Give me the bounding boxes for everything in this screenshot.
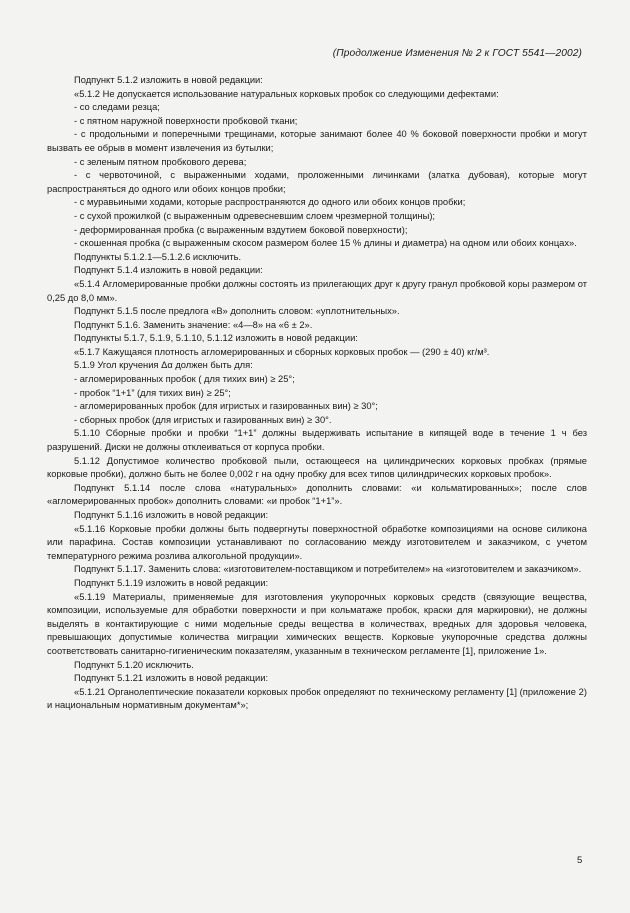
paragraph: Подпункты 5.1.2.1—5.1.2.6 исключить. [74,251,242,262]
paragraph: - пробок “1+1” (для тихих вин) ≥ 25°; [74,387,231,398]
paragraph: Подпункт 5.1.6. Заменить значение: «4—8» на «6 ± 2». [74,319,313,330]
paragraph: - агломерированных пробок ( для тихих вин) ≥ 25°; [74,374,295,385]
paragraph: Подпункты 5.1.7, 5.1.9, 5.1.10, 5.1.12 изложить в новой редакции: [74,333,358,344]
paragraph: Подпункт 5.1.19 изложить в новой редакции: [74,577,269,588]
paragraph: - с сухой прожилкой (с выраженным одревесневшим слоем чрезмерной толщины); [74,210,436,221]
paragraph: 5.1.10 Сборные пробки и пробки “1+1” должны выдерживать испытание в кипящей воде в течение 1 ч без разрушений. Диски не должны отклеиваться от корпуса пробки. [47,428,587,453]
paragraph: «5.1.7 Кажущаяся плотность агломерированных и сборных корковых пробок — (290 ± 40) кг/м³. [74,346,490,357]
paragraph: - с пятном наружной поверхности пробковой ткани; [74,115,298,126]
paragraph: 5.1.12 Допустимое количество пробковой пыли, остающееся на цилиндрических корковых пробках (прямые корковые пробки), должно быть не более 0,002 г на одну пробку для всех типов цилиндрических корковых пробок». [47,455,587,480]
paragraph: «5.1.21 Органолептические показатели корковых пробок определяют по техническому регламенту [1] (приложение 2) и национальным нормативным документам*»; [47,686,587,711]
paragraph: - скошенная пробка (с выраженным скосом размером более 15 % длины и диаметра) на одном или обоих концах». [74,238,577,249]
paragraph: - сборных пробок (для игристых и газированных вин) ≥ 30°. [74,414,332,425]
page-header: (Продолжение Изменения № 2 к ГОСТ 5541—2002) [332,48,582,59]
paragraph: Подпункт 5.1.2 изложить в новой редакции: [74,75,263,85]
paragraph: «5.1.19 Материалы, применяемые для изготовления укупорочных корковых средств (связующие вещества, композиции, используемые для обработки поверхности и при кольматаже пробок, краски для маркировки), не должны выделять в контактирующие с ними модельные среды вещества в количествах, вредных для здоровья человека, превышающих допустимые количества миграции химических веществ. Корковые укупорочные средства должны соответствовать санитарно-гигиеническим показателям, указанным в техническом регламенте [1], приложение 1». [47,591,587,656]
paragraph: «5.1.16 Корковые пробки должны быть подвергнуты поверхностной обработке композициями на основе силикона или парафина. Состав композиции устанавливают по согласованию между изготовителем и заказчиком, с учетом температурного режима розлива алкогольной продукции». [47,523,587,561]
paragraph: - с зеленым пятном пробкового дерева; [74,156,247,167]
page-number: 5 [577,855,583,866]
paragraph: Подпункт 5.1.17. Заменить слова: «изготовителем-поставщиком и потребителем» на «изготовителем и заказчиком». [74,564,582,575]
paragraph: «5.1.2 Не допускается использование натуральных корковых пробок со следующими дефектами: [74,88,499,99]
paragraph: Подпункт 5.1.4 изложить в новой редакции: [74,265,263,276]
paragraph: Подпункт 5.1.5 после предлога «В» дополнить словом: «уплотнительных». [74,306,400,317]
paragraph: Подпункт 5.1.14 после слова «натуральных» дополнить словами: «и кольматированных»; после слов «агломерированных пробок» дополнить словами: «и пробок “1+1”». [47,482,587,507]
paragraph: Подпункт 5.1.16 изложить в новой редакции: [74,510,269,520]
paragraph: «5.1.4 Агломерированные пробки должны состоять из прилегающих друг к другу гранул пробковой коры размером от 0,25 до 8,0 мм». [47,278,587,303]
paragraph: Подпункт 5.1.21 изложить в новой редакции: [74,673,269,684]
paragraph: - с продольными и поперечными трещинами, которые занимают более 40 % боковой поверхности пробки и могут вызвать ее обрыв в момент извлечения из бутылки; [47,129,587,153]
paragraph: 5.1.9 Угол кручения Δα должен быть для: [74,360,253,371]
paragraph: - с червоточиной, с выраженными ходами, проложенными личинками (златка дубовая), которые могут распространяться до одного или обоих концов пробки; [47,170,587,194]
paragraph: - агломерированных пробок (для игристых и газированных вин) ≥ 30°; [74,401,378,412]
document-body [47,74,587,713]
paragraph: - деформированная пробка (с выраженным вздутием боковой поверхности); [74,224,408,235]
paragraph: Подпункт 5.1.20 исключить. [74,659,194,670]
paragraph: - с муравьиными ходами, которые распространяются до одного или обоих концов пробки; [74,197,466,208]
paragraph: - со следами резца; [74,102,160,113]
